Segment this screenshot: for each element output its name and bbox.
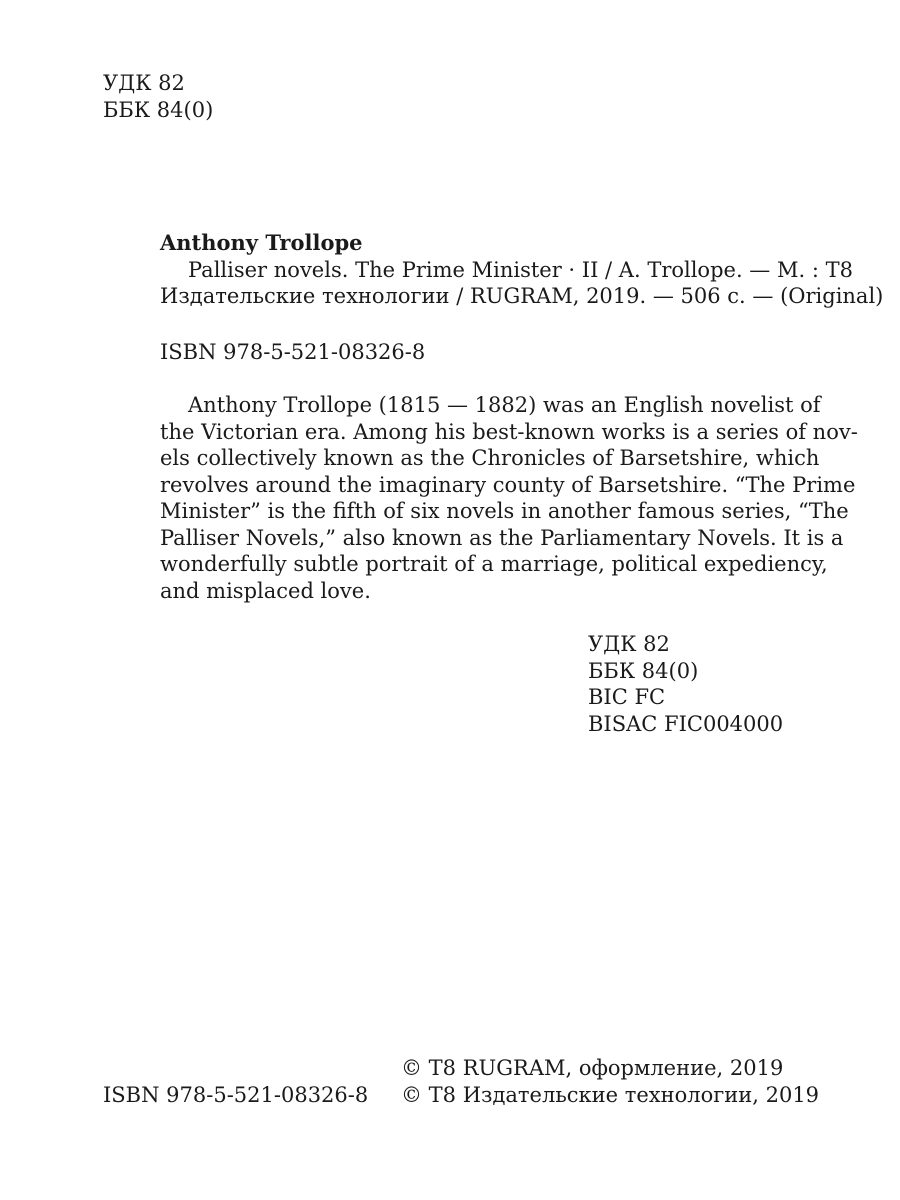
annotation-line: Palliser Novels,” also known as the Parliamentary Novels. It is a [160,525,844,550]
copyright-publisher: © T8 Издательские технологии, 2019 [401,1082,820,1107]
classification-codes [588,631,783,737]
copyright-design: © T8 RUGRAM, оформление, 2019 [401,1056,784,1080]
annotation-paragraph [160,392,858,604]
annotation-line: and misplaced love. [160,578,371,603]
annotation-line: Anthony Trollope (1815 — 1882) was an English novelist of [188,393,821,417]
annotation-line: els collectively known as the Chronicles of Barsetshire, which [160,446,820,470]
bibliographic-line: Palliser novels. The Prime Minister · II / A. Trollope. — M. : T8 [188,257,853,282]
udk-code: УДК 82 [588,632,670,656]
annotation-line: Minister” is the fifth of six novels in another famous series, “The [160,499,849,523]
footer-isbn: ISBN 978-5-521-08326-8 [103,1083,369,1107]
copyright-notices [401,1055,819,1108]
bisac-code: BISAC FIC004000 [588,711,784,736]
bbk-code: ББК 84(0) [103,97,214,122]
annotation-line: revolves around the imaginary county of Barsetshire. “The Prime [160,472,856,497]
top-classification-codes [103,70,213,123]
udk-code: УДК 82 [103,71,185,95]
author-name: Anthony Trollope [160,230,363,255]
bbk-code: ББК 84(0) [588,658,699,683]
bic-code: BIC FC [588,685,666,709]
bibliographic-line: Издательские технологии / RUGRAM, 2019. — 506 с. — (Original) [160,284,884,308]
annotation-line: the Victorian era. Among his best-known works is a series of nov- [160,419,858,444]
bibliographic-record [160,230,884,310]
annotation-line: wonderfully subtle portrait of a marriage, political expediency, [160,552,828,576]
isbn-number: ISBN 978-5-521-08326-8 [160,340,426,364]
